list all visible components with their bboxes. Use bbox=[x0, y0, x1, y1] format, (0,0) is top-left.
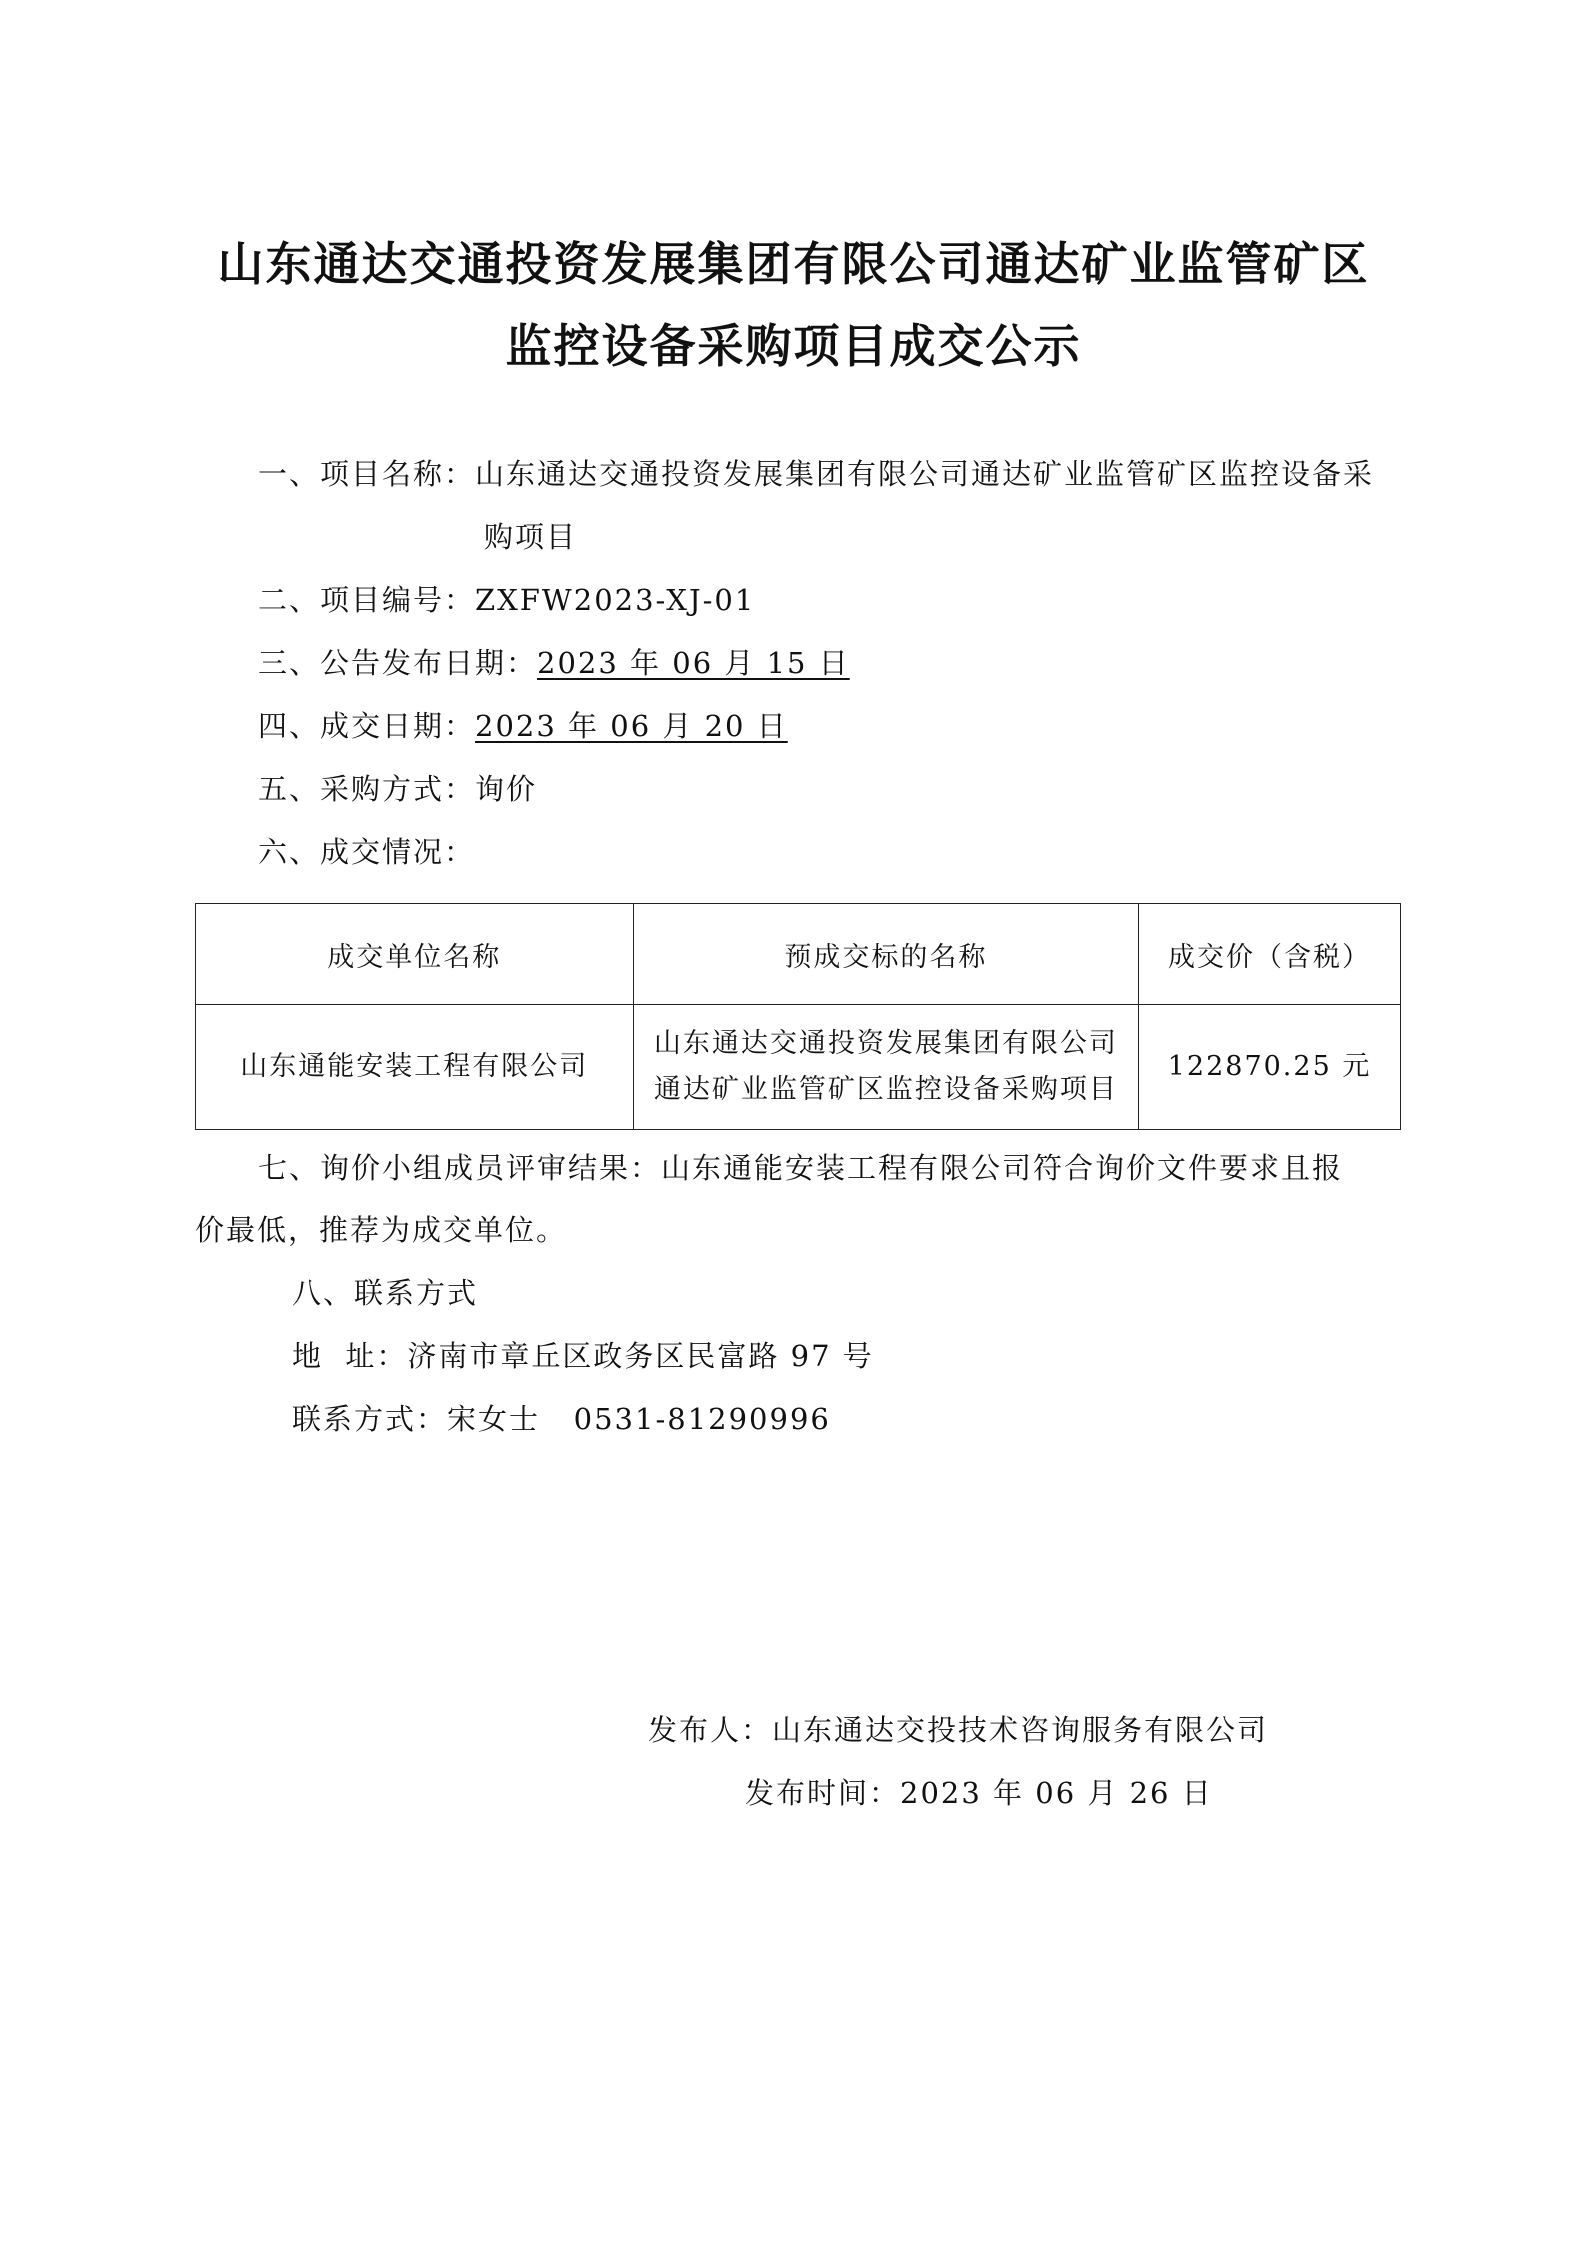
deal-info-label: 六、成交情况： bbox=[258, 835, 476, 869]
cell-price: 122870.25 元 bbox=[1139, 1005, 1401, 1130]
cell-unit: 山东通能安装工程有限公司 bbox=[196, 1005, 634, 1130]
procurement-method-value: 询价 bbox=[475, 772, 538, 806]
project-number-row bbox=[258, 580, 755, 620]
cell-subject bbox=[633, 1005, 1139, 1130]
announce-date-label: 三、公告发布日期： bbox=[258, 646, 538, 680]
cell-subject-line2: 通达矿业监管矿区监控设备采购项目 bbox=[653, 1074, 1118, 1105]
cell-subject-line1: 山东通达交通投资发展集团有限公司 bbox=[653, 1028, 1118, 1059]
project-number-label: 二、项目编号： bbox=[258, 583, 476, 617]
project-name-value: 山东通达交通投资发展集团有限公司通达矿业监管矿区监控设备采 bbox=[475, 457, 1375, 491]
publisher-name: 发布人：山东通达交投技术咨询服务有限公司 bbox=[648, 1713, 1269, 1747]
procurement-method-row bbox=[258, 769, 537, 809]
review-result-line2: 价最低，推荐为成交单位。 bbox=[195, 1213, 568, 1247]
header-price: 成交价（含税） bbox=[1139, 904, 1401, 1005]
project-number-value: ZXFW2023-XJ-01 bbox=[475, 583, 756, 617]
project-name-row bbox=[258, 454, 1374, 494]
review-result-line1: 七、询价小组成员评审结果：山东通能安装工程有限公司符合询价文件要求且报 bbox=[258, 1151, 1344, 1185]
header-subject: 预成交标的名称 bbox=[633, 904, 1139, 1005]
contact-person: 联系方式：宋女士 0531-81290996 bbox=[292, 1402, 831, 1436]
deal-date-row bbox=[258, 706, 788, 746]
deal-result-table bbox=[195, 903, 1401, 1130]
project-name-continuation: 购项目 bbox=[484, 520, 578, 554]
deal-date-value: 2023 年 06 月 20 日 bbox=[475, 709, 788, 743]
publish-time: 发布时间：2023 年 06 月 26 日 bbox=[745, 1776, 1213, 1810]
table-header-row bbox=[196, 904, 1401, 1005]
contact-address: 地 址：济南市章丘区政务区民富路 97 号 bbox=[292, 1339, 874, 1373]
contact-heading: 八、联系方式 bbox=[292, 1276, 479, 1310]
table-row bbox=[196, 1005, 1401, 1130]
document-title-line2: 监控设备采购项目成交公示 bbox=[505, 319, 1082, 373]
header-unit: 成交单位名称 bbox=[196, 904, 634, 1005]
procurement-method-label: 五、采购方式： bbox=[258, 772, 476, 806]
project-name-label: 一、项目名称： bbox=[258, 457, 476, 491]
announce-date-value: 2023 年 06 月 15 日 bbox=[537, 646, 850, 680]
deal-date-label: 四、成交日期： bbox=[258, 709, 476, 743]
announce-date-row bbox=[258, 643, 850, 683]
document-title-line1: 山东通达交通投资发展集团有限公司通达矿业监管矿区 bbox=[217, 237, 1370, 291]
